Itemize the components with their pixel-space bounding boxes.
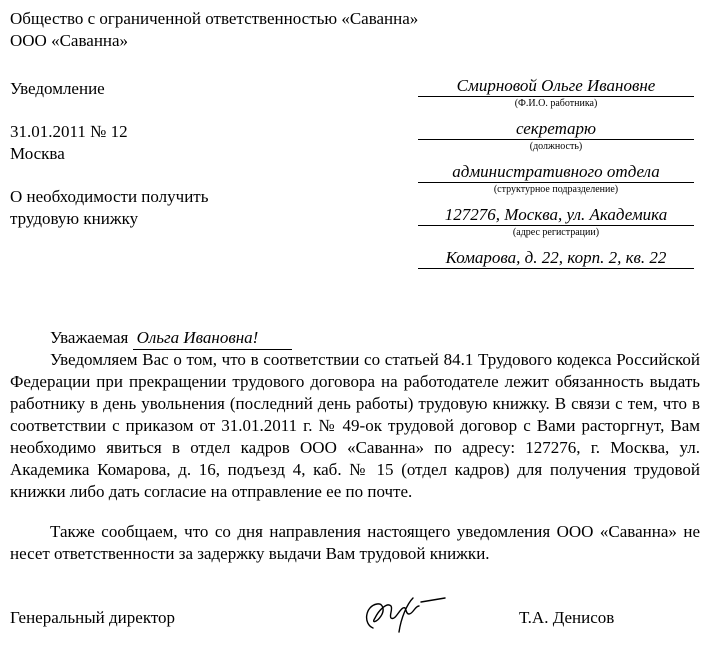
document-date-number: 31.01.2011 № 12 [10, 122, 128, 141]
addressee-name: Смирновой Ольге Ивановне [418, 76, 694, 97]
organization-short-name: ООО «Саванна» [10, 31, 129, 50]
body-paragraph-1: Уведомляем Вас о том, что в соответствии со статьей 84.1 Трудового кодекса Российской Федерации при прекращении трудового договора на работодателе лежит обязанность выдать работнику в день увольнения (последний день работы) трудовую книжку. В связи с тем, что в соответствии с приказом от 31.01.2011 г. № 49-ок трудовой договор с Вами расторгнут, Вам необходимо явиться в отдел кадров ООО «Саванна» по адресу: 127276, г. Москва, ул. Академика Комарова, д. 16, подъезд 4, каб. № 15 (отдел кадров) для получения трудовой книжки либо дать согласие на отправление ее по почте. [10, 350, 700, 501]
salutation [50, 327, 292, 350]
organization-full-name: Общество с ограниченной ответственностью «Саванна» [10, 9, 419, 28]
signer-title: Генеральный директор [10, 608, 176, 627]
signature-image [355, 588, 465, 638]
addressee-name-caption: (Ф.И.О. работника) [514, 98, 598, 109]
addressee-address-caption: (адрес регистрации) [512, 227, 600, 238]
salutation-name: Ольга Ивановна! [133, 327, 292, 350]
addressee-address-line-2: Комарова, д. 22, корп. 2, кв. 22 [418, 248, 694, 269]
document-city: Москва [10, 144, 65, 163]
addressee-department-caption: (структурное подразделение) [493, 184, 619, 195]
addressee-position: секретарю [418, 119, 694, 140]
salutation-prefix: Уважаемая [50, 328, 129, 347]
body-paragraph-2: Также сообщаем, что со дня направления настоящего уведомления ООО «Саванна» не несет ответственности за задержку выдачи Вам трудовой книжки. [10, 522, 700, 563]
addressee-position-caption: (должность) [529, 141, 583, 152]
addressee-address-line-1: 127276, Москва, ул. Академика [418, 205, 694, 226]
signer-name: Т.А. Денисов [519, 608, 615, 627]
subject-line-2: трудовую книжку [10, 209, 139, 228]
subject-line-1: О необходимости получить [10, 187, 209, 206]
addressee-department: административного отдела [418, 162, 694, 183]
document-type: Уведомление [10, 79, 105, 98]
